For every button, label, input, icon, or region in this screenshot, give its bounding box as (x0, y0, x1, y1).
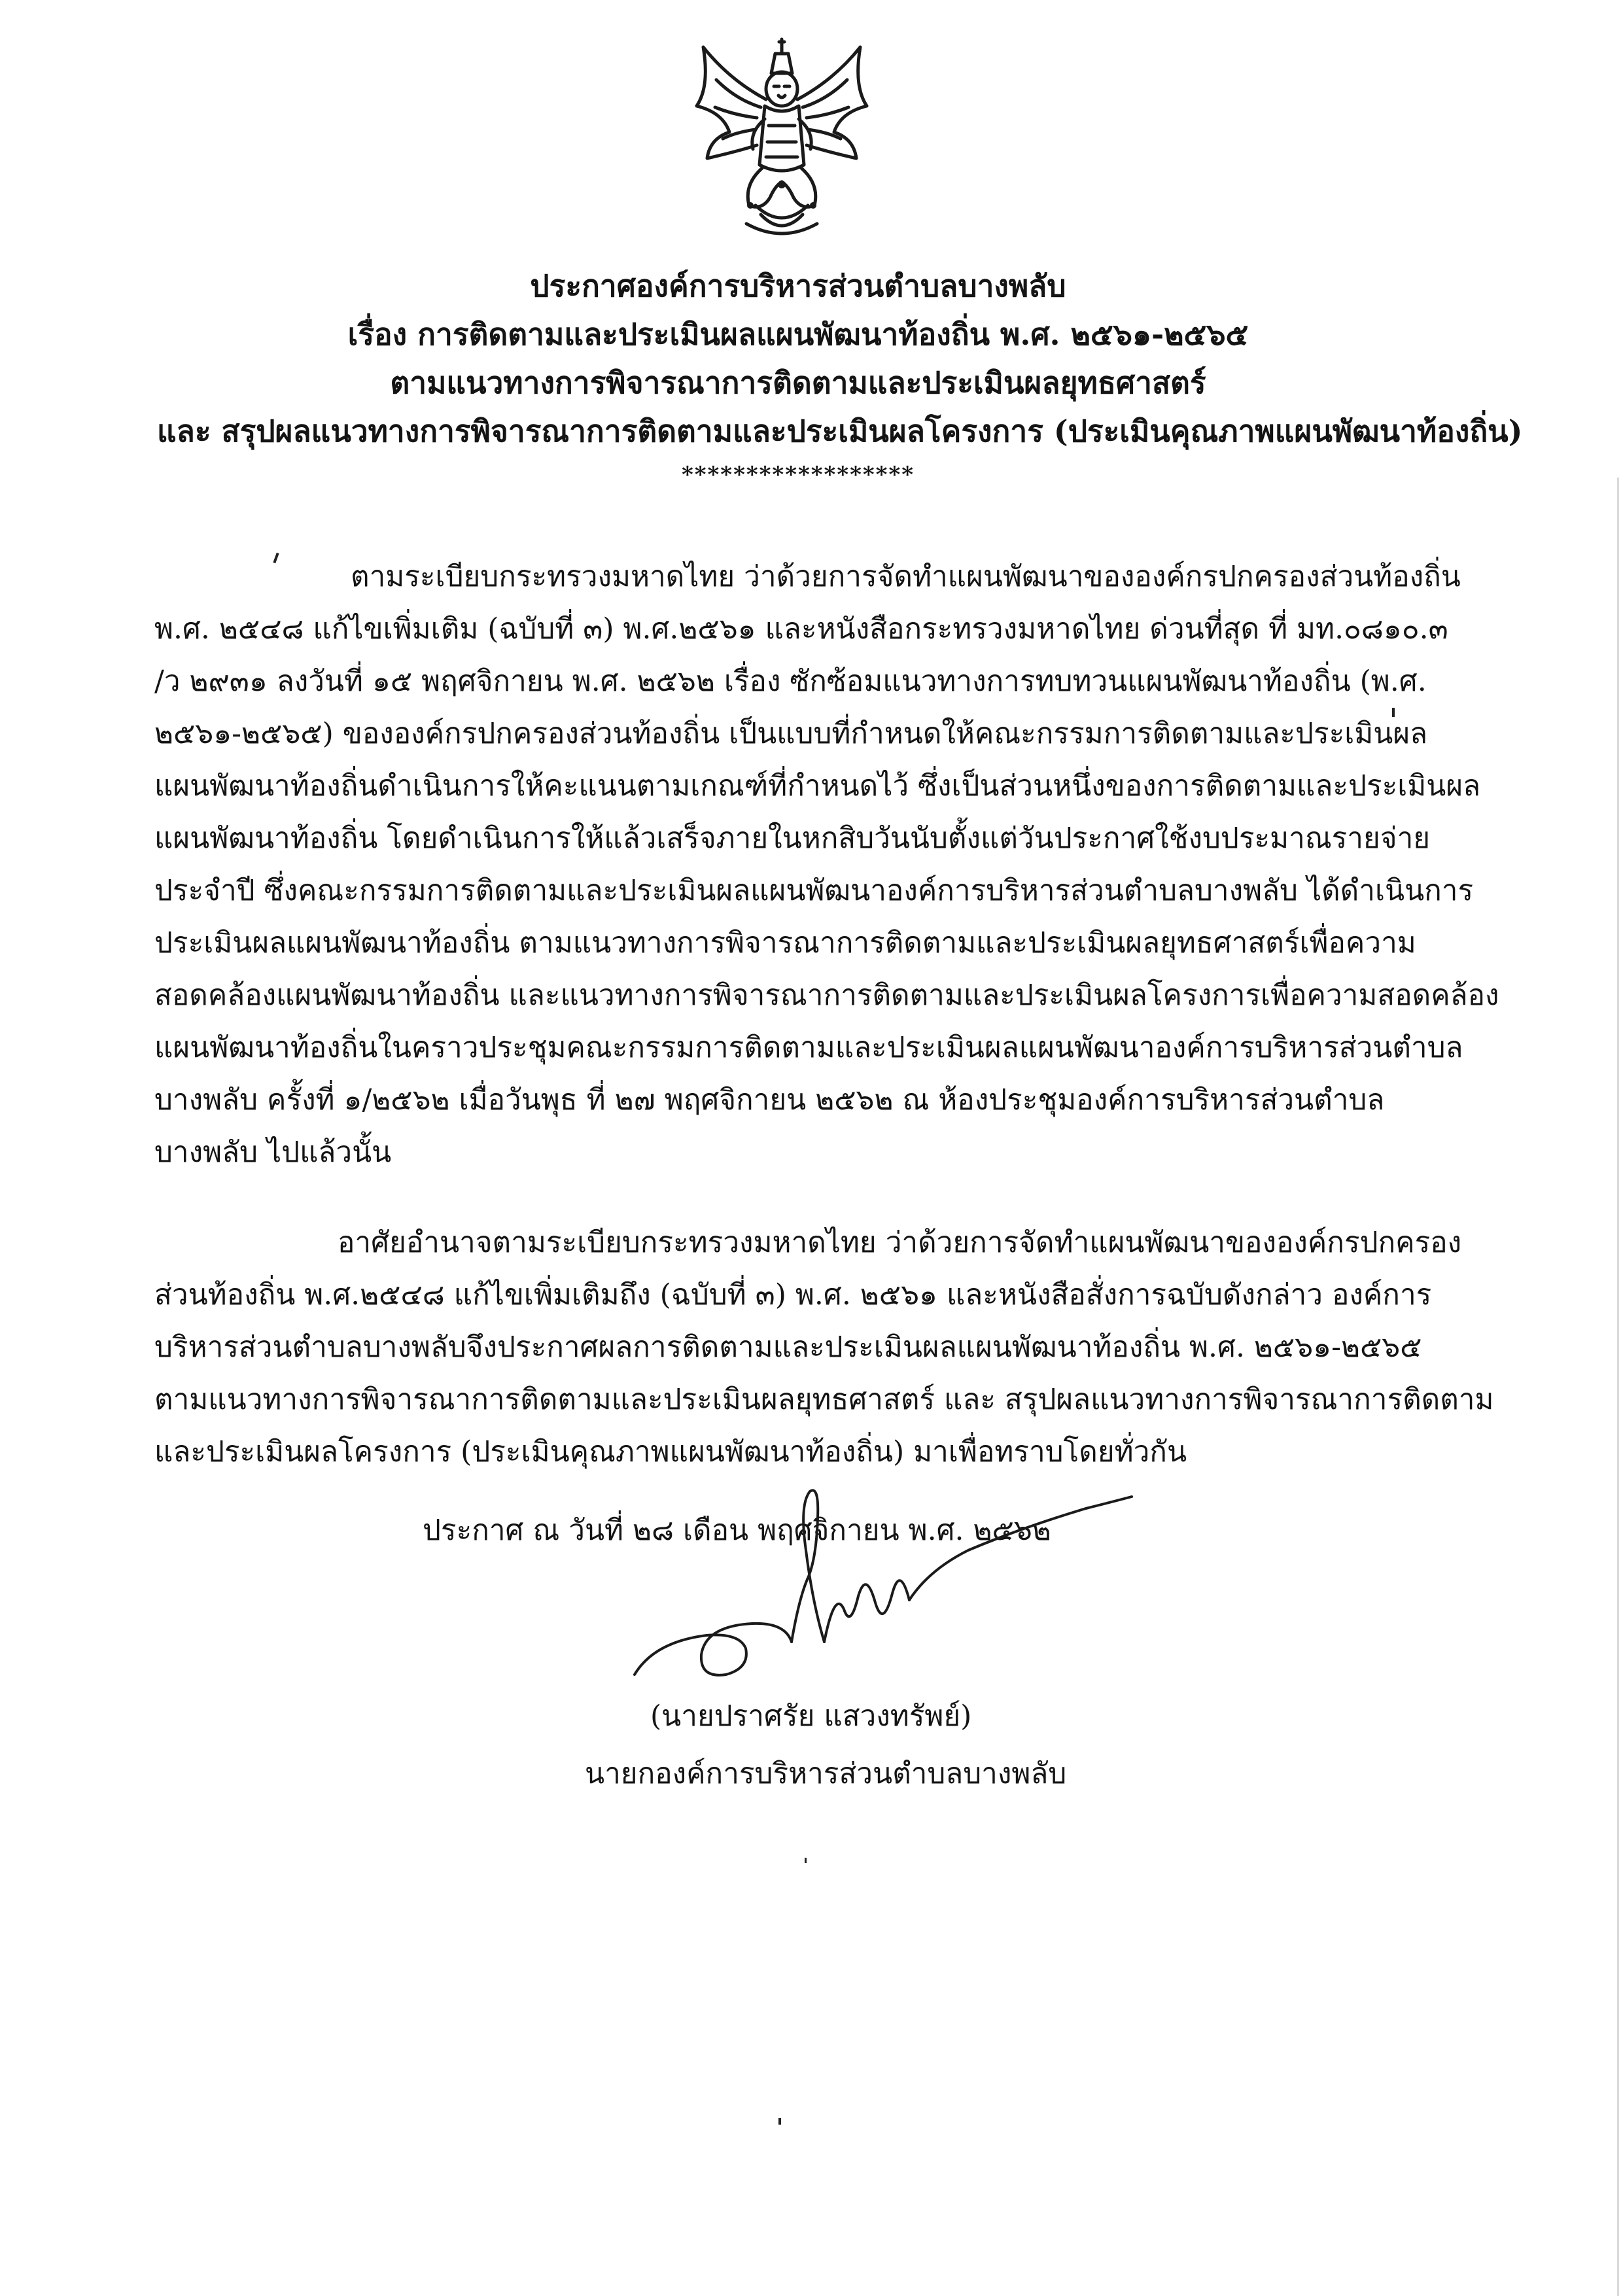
body-paragraph-1 (154, 551, 1499, 1179)
scan-speck (1392, 708, 1395, 717)
scan-speck (778, 2118, 781, 2125)
paragraph-1-line-9: สอดคล้องแผนพัฒนาท้องถิ่น และแนวทางการพิจารณาการติดตามและประเมินผลโครงการเพื่อความสอดคล้อง (154, 979, 1499, 1012)
title-line-3: ตามแนวทางการพิจารณาการติดตามและประเมินผลยุทธศาสตร์ (390, 365, 1206, 400)
paragraph-2-line-5: และประเมินผลโครงการ (ประเมินคุณภาพแผนพัฒนาท้องถิ่น) มาเพื่อทราบโดยทั่วกัน (154, 1435, 1187, 1469)
signer-name: (นายปราศรัย แสวงทรัพย์) (650, 1699, 972, 1733)
announcement-title (157, 262, 1523, 495)
paragraph-1-line-3: /ว ๒๙๓๑ ลงวันที่ ๑๕ พฤศจิกายน พ.ศ. ๒๕๖๒ เรื่อง ซักซ้อมแนวทางการทบทวนแผนพัฒนาท้องถิ่น (พ.ศ. (154, 665, 1427, 698)
paragraph-2-line-3: บริหารส่วนตำบลบางพลับจึงประกาศผลการติดตามและประเมินผลแผนพัฒนาท้องถิ่น พ.ศ. ๒๕๖๑-๒๕๖๕ (154, 1331, 1422, 1364)
paragraph-2-line-4: ตามแนวทางการพิจารณาการติดตามและประเมินผลยุทธศาสตร์ และ สรุปผลแนวทางการพิจารณาการติดตาม (154, 1383, 1494, 1416)
paragraph-1-line-10: แผนพัฒนาท้องถิ่นในคราวประชุมคณะกรรมการติดตามและประเมินผลแผนพัฒนาองค์การบริหารส่วนตำบล (154, 1031, 1463, 1064)
paragraph-1-line-12: บางพลับ ไปแล้วนั้น (154, 1136, 392, 1169)
paragraph-1-line-6: แผนพัฒนาท้องถิ่น โดยดำเนินการให้แล้วเสร็จภายในหกสิบวันนับตั้งแต่วันประกาศใช้งบประมาณรายจ่าย (154, 822, 1431, 855)
signature-block (0, 1505, 1623, 1805)
paragraph-1-line-11: บางพลับ ครั้งที่ ๑/๒๕๖๒ เมื่อวันพุธ ที่ ๒๗ พฤศจิกายน ๒๕๖๒ ณ ห้องประชุมองค์การบริหารส่วนตำบล (154, 1083, 1385, 1117)
paragraph-1-line-5: แผนพัฒนาท้องถิ่นดำเนินการให้คะแนนตามเกณฑ์ที่กำหนดไว้ ซึ่งเป็นส่วนหนึ่งของการติดตามและประเมินผล (154, 769, 1481, 803)
handwritten-signature-icon (628, 1478, 1138, 1694)
title-line-2: เรื่อง การติดตามและประเมินผลแผนพัฒนาท้องถิ่น พ.ศ. ๒๕๖๑-๒๕๖๕ (347, 317, 1249, 352)
paragraph-2-line-2: ส่วนท้องถิ่น พ.ศ.๒๕๔๘ แก้ไขเพิ่มเติมถึง (ฉบับที่ ๓) พ.ศ. ๒๕๖๑ และหนังสือสั่งการฉบับดังกล่าว องค์การ (154, 1278, 1432, 1312)
paragraph-1-line-2: พ.ศ. ๒๕๔๘ แก้ไขเพิ่มเติม (ฉบับที่ ๓) พ.ศ.๒๕๖๑ และหนังสือกระทรวงมหาดไทย ด่วนที่สุด ที่ มท.๐๘๑๐.๓ (154, 612, 1448, 646)
body-paragraph-2 (154, 1217, 1494, 1478)
paragraph-2-line-1: อาศัยอำนาจตามระเบียบกระทรวงมหาดไทย ว่าด้วยการจัดทำแผนพัฒนาขององค์กรปกครอง (338, 1226, 1462, 1259)
signer-position: นายกองค์การบริหารส่วนตำบลบางพลับ (585, 1757, 1067, 1790)
paragraph-1-line-4: ๒๕๖๑-๒๕๖๕) ขององค์กรปกครองส่วนท้องถิ่น เป็นแบบที่กำหนดให้คณะกรรมการติดตามและประเมินผล (154, 717, 1428, 750)
title-line-4: และ สรุปผลแนวทางการพิจารณาการติดตามและประเมินผลโครงการ (ประเมินคุณภาพแผนพัฒนาท้องถิ่น) (157, 413, 1523, 449)
paragraph-1-line-7: ประจำปี ซึ่งคณะกรรมการติดตามและประเมินผลแผนพัฒนาองค์การบริหารส่วนตำบลบางพลับ ได้ดำเนินการ (154, 874, 1474, 907)
paragraph-1-line-8: ประเมินผลแผนพัฒนาท้องถิ่น ตามแนวทางการพิจารณาการติดตามและประเมินผลยุทธศาสตร์เพื่อความ (154, 926, 1416, 960)
paragraph-1-line-1: ตามระเบียบกระทรวงมหาดไทย ว่าด้วยการจัดทำแผนพัฒนาขององค์กรปกครองส่วนท้องถิ่น (351, 560, 1461, 593)
announcement-date: ประกาศ ณ วันที่ ๒๘ เดือน พฤศจิกายน พ.ศ. ๒๕๖๒ (423, 1514, 1051, 1547)
garuda-emblem-icon (684, 34, 880, 243)
scan-speck (805, 1858, 807, 1863)
title-line-1: ประกาศองค์การบริหารส่วนตำบลบางพลับ (530, 268, 1066, 304)
scan-edge-line (1617, 478, 1619, 2296)
title-separator: ****************** (681, 462, 915, 488)
